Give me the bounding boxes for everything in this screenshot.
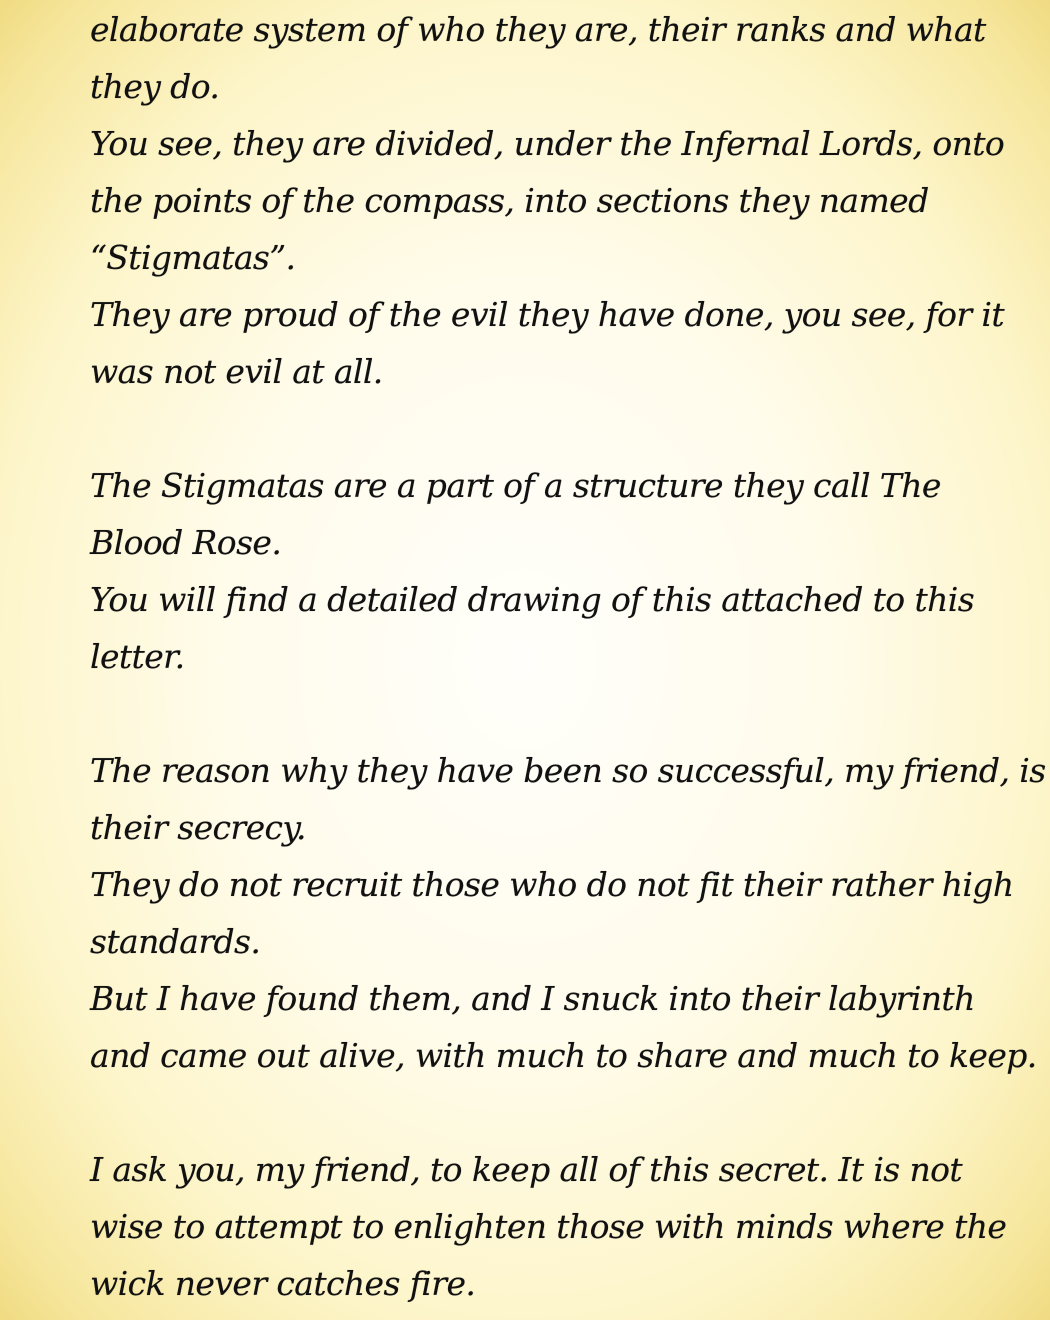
letter-line: elaborate system of who they are, their ranks and what [90, 10, 986, 49]
letter-line: They are proud of the evil they have done, you see, for it [90, 295, 1005, 334]
letter-line: They do not recruit those who do not fit their rather high [90, 865, 1014, 904]
letter-line: they do. [90, 67, 220, 106]
letter-line: was not evil at all. [90, 352, 383, 391]
letter-line: I ask you, my friend, to keep all of this secret. It is not [90, 1150, 963, 1189]
letter-line: and came out alive, with much to share and much to keep. [90, 1036, 1037, 1075]
letter-line: standards. [90, 922, 261, 961]
letter-line: You see, they are divided, under the Infernal Lords, onto [90, 124, 1005, 163]
letter-line: wise to attempt to enlighten those with minds where the [90, 1207, 1007, 1246]
letter-line: their secrecy. [90, 808, 306, 847]
letter-line: wick never catches fire. [90, 1264, 476, 1303]
letter-line: But I have found them, and I snuck into their labyrinth [90, 979, 975, 1018]
letter-line: You will find a detailed drawing of this attached to this [90, 580, 975, 619]
letter-line: the points of the compass, into sections they named [90, 181, 929, 220]
letter-line: The reason why they have been so successful, my friend, is [90, 751, 1046, 790]
letter-line: The Stigmatas are a part of a structure they call The [90, 466, 941, 505]
letter-line: Blood Rose. [90, 523, 282, 562]
letter-line: “Stigmatas”. [90, 238, 296, 277]
letter-line: letter. [90, 637, 185, 676]
